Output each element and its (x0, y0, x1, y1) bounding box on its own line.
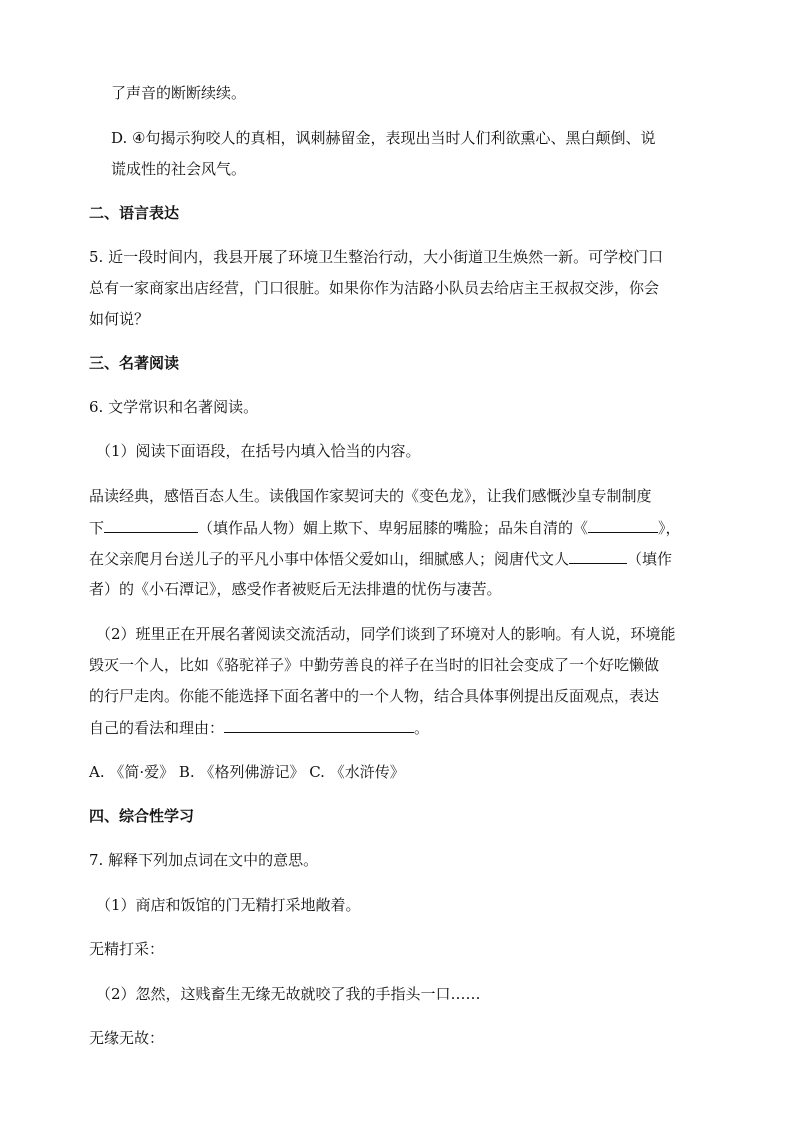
answer-label: 无缘无故： (89, 1029, 165, 1047)
text-fragment: （填作品人物）媚上欺下、卑躬屈膝的嘴脸；品朱自清的《 (198, 519, 589, 537)
text-line: 如何说？ (89, 310, 150, 328)
answer-blank[interactable] (224, 717, 414, 733)
answer-blank[interactable] (588, 517, 658, 533)
text-fragment: 在父亲爬月台送儿子的平凡小事中体悟父爱如山，细腻感人；阅唐代文人 (89, 550, 570, 568)
text-line: 谎成性的社会风气。 (111, 160, 247, 178)
text-line: 总有一家商家出店经营，门口很脏。如果你作为洁路小队员去给店主王叔叔交涉，你会 (89, 279, 660, 297)
answer-blank[interactable] (569, 548, 627, 564)
passage-line: 品读经典，感悟百态人生。读俄国作家契诃夫的《变色龙》，让我们感慨沙皇专制制度 (89, 487, 652, 505)
question-6: 6. 文学常识和名著阅读。 (89, 398, 259, 416)
text-fragment: 》， (658, 519, 681, 537)
text-fragment: 自己的看法和理由： (89, 719, 225, 737)
section-heading: 四、综合性学习 (89, 807, 195, 825)
answer-options: A. 《简·爱》 B. 《格列佛游记》 C. 《水浒传》 (89, 763, 405, 781)
passage-line (89, 548, 672, 569)
section-heading: 二、语言表达 (89, 204, 180, 222)
subquestion-6-1: （1）阅读下面语段，在括号内填入恰当的内容。 (96, 442, 421, 460)
passage-line: 者）的《小石潭记》，感受作者被贬后无法排遣的忧伤与凄苦。 (89, 580, 502, 598)
question-7: 7. 解释下列加点词在文中的意思。 (89, 851, 319, 869)
text-line: 的行尸走肉。你能不能选择下面名著中的一个人物，结合具体事例提出反面观点，表达 (89, 687, 660, 705)
text-fragment: （填作 (627, 550, 673, 568)
text-line: 了声音的断断续续。 (111, 84, 247, 102)
subquestion-6-2: （2）班里正在开展名著阅读交流活动，同学们谈到了环境对人的影响。有人说，环境能 (96, 625, 676, 643)
subquestion-7-1: （1）商店和饭馆的门无精打采地敞着。 (96, 896, 361, 914)
option-d: D. ④句揭示狗咬人的真相，讽刺赫留金，表现出当时人们利欲熏心、黑白颠倒、说 (111, 129, 656, 147)
section-heading: 三、名著阅读 (89, 354, 180, 372)
subquestion-7-2: （2）忽然，这贱畜生无缘无故就咬了我的手指头一口…… (96, 985, 481, 1003)
passage-line (89, 517, 681, 538)
text-fragment: 下 (89, 519, 105, 537)
text-line: 毁灭一个人，比如《骆驼祥子》中勤劳善良的祥子在当时的旧社会变成了一个好吃懒做 (89, 656, 660, 674)
text-line (89, 717, 429, 738)
text-fragment: 。 (414, 719, 430, 737)
question-5: 5. 近一段时间内，我县开展了环境卫生整治行动，大小街道卫生焕然一新。可学校门口 (89, 248, 664, 266)
answer-label: 无精打采： (89, 940, 165, 958)
answer-blank[interactable] (104, 517, 198, 533)
